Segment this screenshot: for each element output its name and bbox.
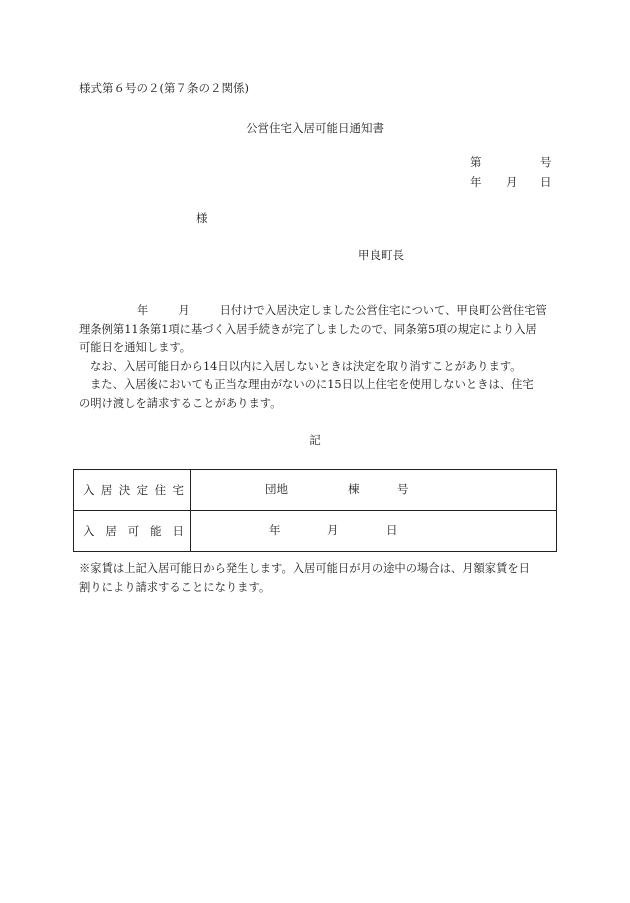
document-number-go: 号 <box>540 155 552 169</box>
label-nyukyo-kettei-jutaku <box>74 470 191 511</box>
document-title: 公営住宅入居可能日通知書 <box>246 121 384 135</box>
label-char: 宅 <box>172 483 184 497</box>
form-number: 様式第６号の２(第７条の２関係) <box>79 81 249 95</box>
label-nyukyo-kanoubi <box>74 511 191 552</box>
body-text <box>79 302 554 414</box>
rent-note-line-2: 割りにより請求することになります。 <box>79 580 271 594</box>
label-char: 可 <box>127 524 140 538</box>
record-table <box>73 469 557 552</box>
body-month: 月 <box>178 304 190 317</box>
rent-note <box>79 560 557 597</box>
body-paragraph-3-line-1: また、入居後においても正当な理由がないのに15日以上住宅を使用しないときは、住宅 <box>90 378 534 392</box>
table-row <box>74 470 557 511</box>
label-char: 定 <box>136 483 149 497</box>
body-line-3: 可能日を通知します。 <box>79 341 192 355</box>
label-char: 住 <box>154 483 167 497</box>
issue-date-day: 日 <box>540 175 552 189</box>
kanoubi-day: 日 <box>386 523 398 537</box>
go-label: 号 <box>397 482 409 496</box>
value-nyukyo-kanoubi <box>191 511 557 552</box>
danchi-label: 団地 <box>265 482 288 496</box>
body-year: 年 <box>137 304 149 317</box>
kanoubi-year: 年 <box>269 523 281 537</box>
body-paragraph-2: なお、入居可能日から14日以内に入居しないときは決定を取り消すことがあります。 <box>90 359 522 373</box>
rent-note-line-1: ※家賃は上記入居可能日から発生します。入居可能日が月の途中の場合は、月額家賃を日 <box>79 562 530 575</box>
ki-heading: 記 <box>309 433 321 447</box>
label-char: 入 <box>83 524 95 538</box>
kanoubi-month: 月 <box>327 523 339 537</box>
body-paragraph-3-line-2: の明け渡しを請求することがあります。 <box>79 396 282 410</box>
label-char: 居 <box>100 483 113 497</box>
value-nyukyo-kettei-jutaku <box>191 470 557 511</box>
body-line-2: 理条例第11条第1項に基づく入居手続きが完了しましたので、同条第5項の規定により入居 <box>79 322 537 336</box>
body-line-1: 日付けで入居決定しました公営住宅について、甲良町公営住宅管 <box>219 304 547 317</box>
mune-label: 棟 <box>348 482 360 496</box>
label-char: 日 <box>172 524 184 538</box>
issue-date-month: 月 <box>506 175 518 189</box>
label-char: 入 <box>83 483 95 497</box>
table-row <box>74 511 557 552</box>
label-char: 決 <box>118 483 131 497</box>
issue-date-year: 年 <box>470 175 482 189</box>
label-char: 居 <box>105 524 117 538</box>
document-number-dai: 第 <box>470 155 482 169</box>
body-paragraph-1 <box>79 302 554 321</box>
label-char: 能 <box>150 524 162 538</box>
addressee-sama: 様 <box>196 211 208 225</box>
sender-name: 甲良町長 <box>358 248 404 262</box>
